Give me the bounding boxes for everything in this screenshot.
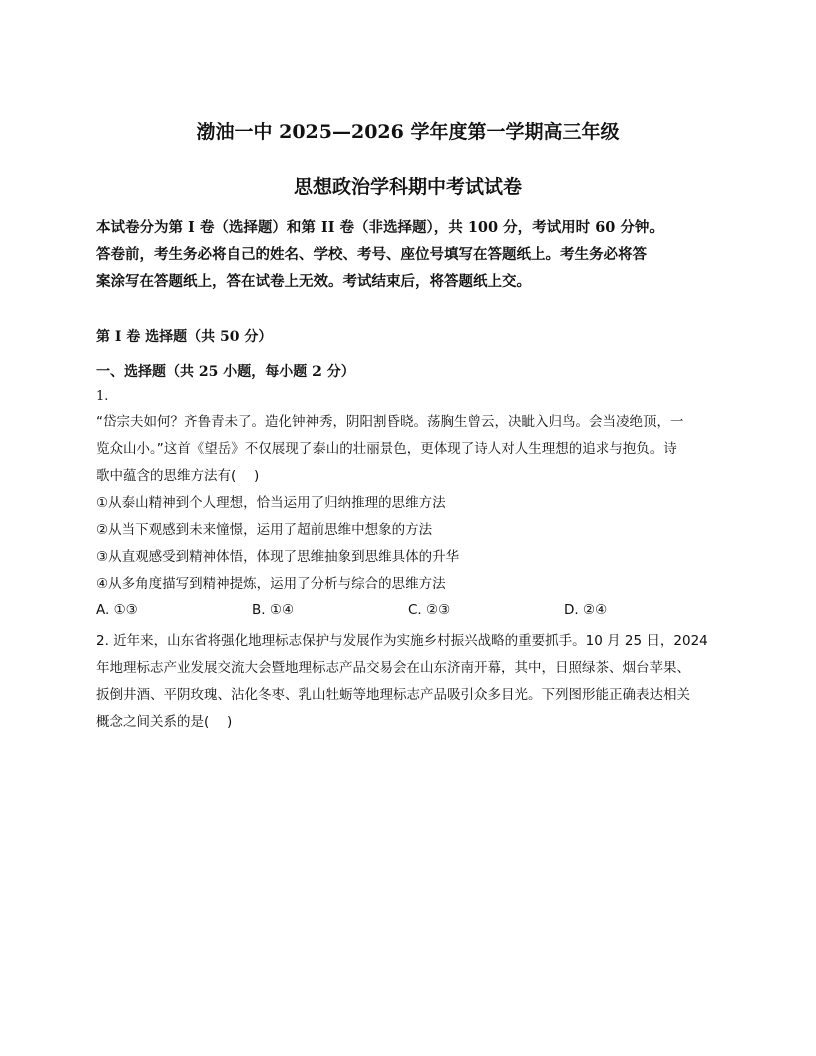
- statement-item: ②从当下观感到未来憧憬，运用了超前思维中想象的方法: [96, 522, 433, 538]
- exam-instructions: [96, 214, 720, 295]
- section-heading-part1: 第 I 卷 选择题（共 50 分）: [96, 329, 273, 345]
- question-stem-line: “岱宗夫如何？齐鲁青未了。造化钟神秀，阴阳割昏晓。荡胸生曾云，决眦入归鸟。会当凌绝顶，一: [96, 414, 684, 430]
- choice-b: B. ①④: [252, 602, 295, 618]
- question-1-stem: [96, 409, 720, 490]
- question-stem-line: 扳倒井酒、平阴玫瑰、沾化冬枣、乳山牡蛎等地理标志产品吸引众多目光。下列图形能正确表达相关: [96, 687, 690, 703]
- exam-title-line1: 渤油一中 2025—2026 学年度第一学期高三年级: [196, 121, 620, 143]
- choice-a: A. ①③: [96, 602, 138, 618]
- statement-item: ④从多角度描写到精神提炼，运用了分析与综合的思维方法: [96, 576, 446, 592]
- statement-item: ③从直观感受到精神体悟，体现了思维抽象到思维具体的升华: [96, 549, 460, 565]
- instruction-line: 答卷前，考生务必将自己的姓名、学校、考号、座位号填写在答题纸上。考生务必将答: [96, 246, 647, 263]
- question-1-choices: [96, 602, 720, 626]
- question-stem-line: 2. 近年来，山东省将强化地理标志保护与发展作为实施乡村振兴战略的重要抓手。10 月 25 日，2024: [96, 633, 708, 649]
- question-stem-line: 歌中蕴含的思维方法有( ): [96, 468, 260, 484]
- statement-item: ①从泰山精神到个人理想，恰当运用了归纳推理的思维方法: [96, 495, 446, 511]
- instruction-line: 案涂写在答题纸上，答在试卷上无效。考试结束后，将答题纸上交。: [96, 273, 531, 290]
- choice-c: C. ②③: [408, 602, 451, 618]
- question-1-number: 1.: [96, 389, 109, 404]
- instruction-line: 本试卷分为第 I 卷（选择题）和第 II 卷（非选择题），共 100 分，考试用时 60 分钟。: [96, 219, 664, 236]
- question-2-stem: [96, 628, 720, 736]
- question-stem-line: 概念之间关系的是( ): [96, 714, 233, 730]
- choice-d: D. ②④: [564, 602, 608, 618]
- exam-title-line2: 思想政治学科期中考试试卷: [293, 176, 522, 198]
- question-stem-line: 览众山小。”这首《望岳》不仅展现了泰山的壮丽景色，更体现了诗人对人生理想的追求与抱负。诗: [96, 441, 677, 457]
- question-1-statements: [96, 490, 720, 598]
- question-stem-line: 年地理标志产业发展交流大会暨地理标志产品交易会在山东济南开幕，其中，日照绿茶、烟台苹果、: [96, 660, 690, 676]
- section-heading-choice-questions: 一、选择题（共 25 小题，每小题 2 分）: [96, 364, 355, 380]
